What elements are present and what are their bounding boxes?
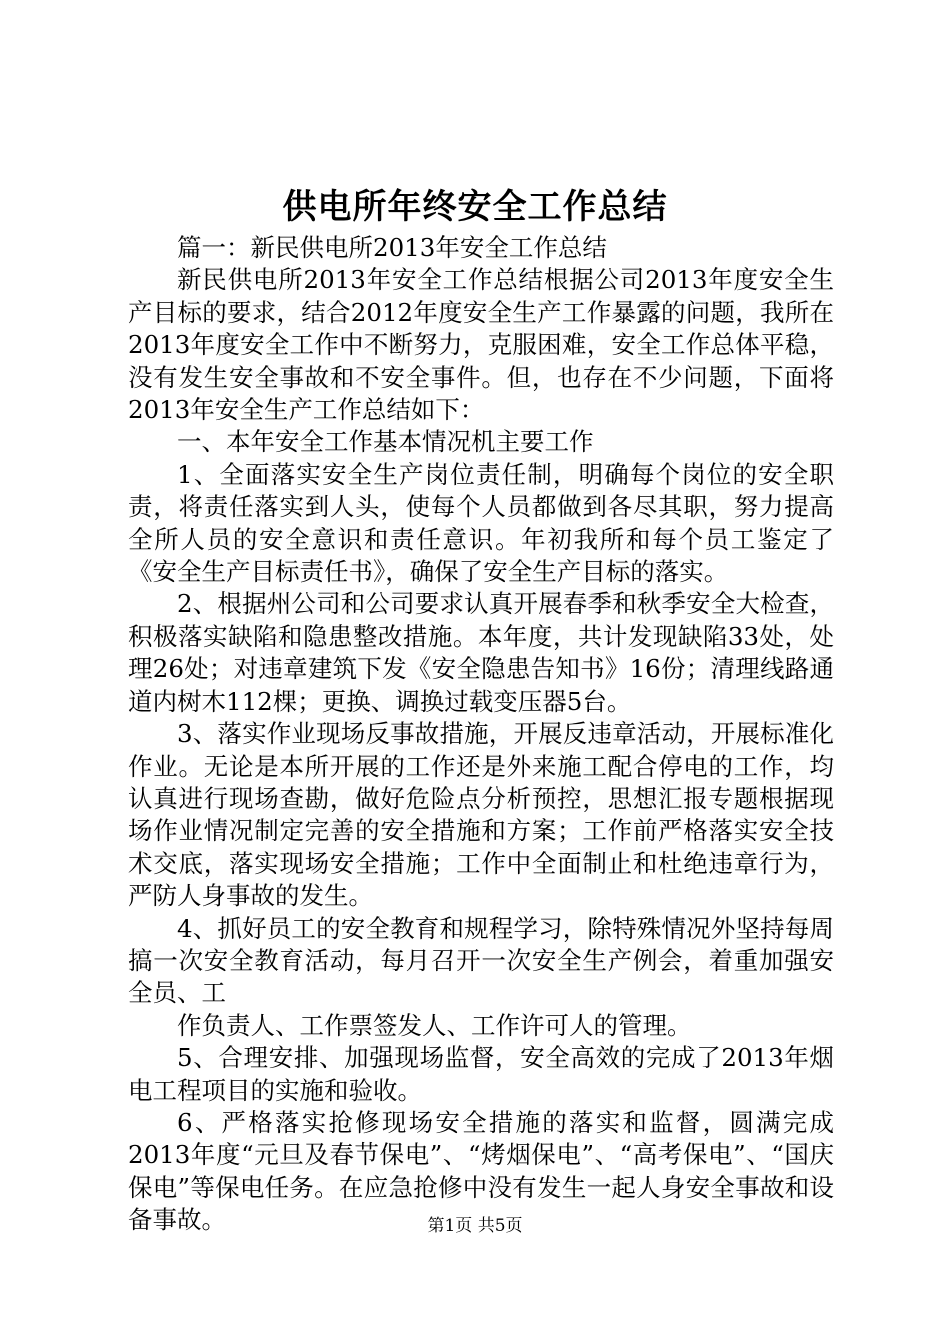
page-number: 第1页 共5页 bbox=[427, 1216, 523, 1236]
item-paragraph-4-continued: 作负责人、工作票签发人、工作许可人的管理。 bbox=[177, 1010, 692, 1040]
document-body bbox=[128, 232, 834, 1237]
section-heading: 篇一：新民供电所2013年安全工作总结 bbox=[177, 233, 607, 262]
item-paragraph-4: 4、抓好员工的安全教育和规程学习，除特殊情况外坚持每周搞一次安全教育活动，每月召开一次安全生产例会，着重加强安全员、工 bbox=[128, 913, 834, 1008]
item-paragraph-2: 2、根据州公司和公司要求认真开展春季和秋季安全大检查，积极落实缺陷和隐患整改措施。本年度，共计发现缺陷33处，处理26处；对违章建筑下发《安全隐患告知书》16份；清理线路通道内树木112棵；更换、调换过载变压器5台。 bbox=[128, 589, 834, 716]
item-paragraph-1: 1、全面落实安全生产岗位责任制，明确每个岗位的安全职责，将责任落实到人头，使每个人员都做到各尽其职，努力提高全所人员的安全意识和责任意识。年初我所和每个员工鉴定了《安全生产目标责任书》，确保了安全生产目标的落实。 bbox=[128, 459, 834, 587]
intro-paragraph: 新民供电所2013年安全工作总结根据公司2013年度安全生产目标的要求，结合2012年度安全生产工作暴露的问题，我所在2013年度安全工作中不断努力，克服困难，安全工作总体平稳，没有发生安全事故和不安全事件。但，也存在不少问题，下面将2013年安全生产工作总结如下： bbox=[128, 265, 834, 425]
document-title: 供电所年终安全工作总结 bbox=[282, 187, 668, 227]
item-paragraph-5: 5、合理安排、加强现场监督，安全高效的完成了2013年烟电工程项目的实施和验收。 bbox=[128, 1043, 834, 1105]
item-paragraph-3: 3、落实作业现场反事故措施，开展反违章活动，开展标准化作业。无论是本所开展的工作还是外来施工配合停电的工作，均认真进行现场查勘，做好危险点分析预控，思想汇报专题根据现场作业情况制定完善的安全措施和方案；工作前严格落实安全技术交底，落实现场安全措施；工作中全面制止和杜绝违章行为，严防人身事故的发生。 bbox=[128, 719, 834, 911]
part-heading: 一、本年安全工作基本情况机主要工作 bbox=[177, 427, 594, 457]
item-paragraph-6: 6、严格落实抢修现场安全措施的落实和监督，圆满完成2013年度“元旦及春节保电”、“烤烟保电”、“高考保电”、“国庆保电”等保电任务。在应急抢修中没有发生一起人身安全事故和设备事故。 bbox=[128, 1107, 834, 1235]
